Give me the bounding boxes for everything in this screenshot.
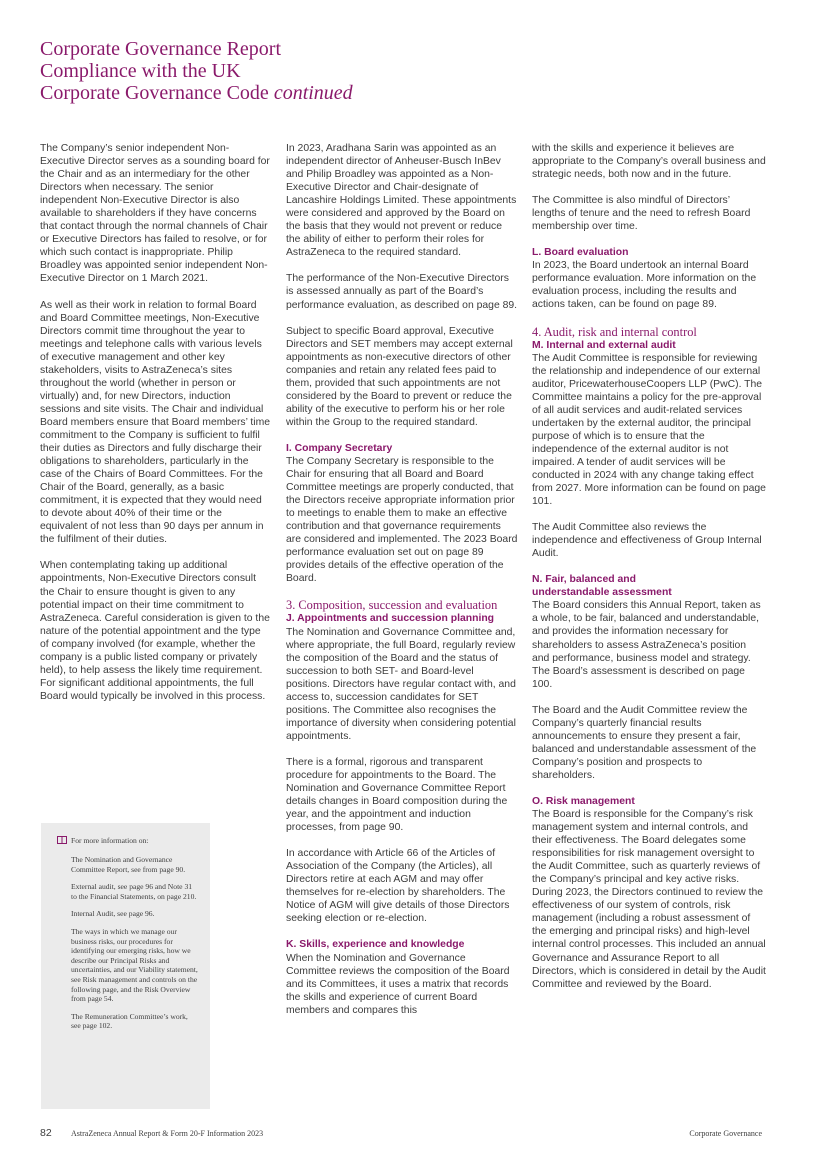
paragraph: The performance of the Non-Executive Directors is assessed annually as part of the Board’s performance evaluation, as described on page 89. (286, 273, 518, 311)
info-link[interactable]: External audit, see page 96 and Note 31 to the Financial Statements, on page 210. (71, 882, 197, 901)
title-line-1: Corporate Governance Report (40, 38, 282, 60)
paragraph: In 2023, Aradhana Sarin was appointed as an independent director of Anheuser-Busch InBev and Philip Broadley was appointed as a Non-Executive Director and Chair-designate of Lancashire Holdings Limited. These appointments were considered and approved by the Board on the basis that they would not prevent or reduce the ability of either to perform their roles for AstraZeneca to the required standard. (286, 143, 517, 259)
paragraph: As well as their work in relation to formal Board and Board Committee meetings, Non-Executive Directors commit time throughout the year to meetings and telephone calls with various levels of executive management and other key stakeholders, visits to AstraZeneca’s sites throughout the world (whether in person or virtually) and, for new Directors, induction sessions and site visits. The Chair and individual Board members ensure that Board members’ time commitment to the Company is sufficient to fulfil their duties as Directors and fully discharge their obligations to shareholders, particularly in the case of the Chairs of Board Committees. For the Chair of the Board, generally, as a basic commitment, it is expected that they would need to devote about 40% of their time or the equivalent of not less than 90 days per annum in the fulfilment of their duties. (40, 299, 271, 546)
more-information-box (41, 823, 210, 1109)
info-box-heading: For more information on: (57, 836, 148, 846)
footer-section: Corporate Governance (689, 1129, 762, 1138)
info-link[interactable]: Internal Audit, see page 96. (71, 909, 155, 919)
paragraph: The Board considers this Annual Report, taken as a whole, to be fair, balanced and understandable, and provides the information necessary for shareholders to assess AstraZeneca’s position and performance, business model and strategy. The Board’s assessment is described on page 100. (532, 600, 761, 690)
page-number: 82 (40, 1127, 52, 1139)
column-1 (40, 142, 272, 716)
paragraph: Subject to specific Board approval, Executive Directors and SET members may accept external appointments as non-executive directors of other companies and retain any related fees paid to them, provided that such appointments are not considered by the Board to prevent or reduce the ability of the executive to perform his or her role within the Group to the required standard. (286, 325, 513, 428)
subheading-appointments: J. Appointments and succession planning (286, 613, 495, 625)
paragraph: There is a formal, rigorous and transparent procedure for appointments to the Board. The Nomination and Governance Committee Report details changes in Board composition during the year, and the appointment and induction processes, from page 90. (286, 756, 508, 834)
column-3 (532, 142, 766, 991)
paragraph: The Audit Committee also reviews the independence and effectiveness of Group Internal Audit. (532, 522, 762, 560)
subheading-company-secretary: I. Company Secretary (286, 442, 393, 454)
subheading-board-evaluation: L. Board evaluation (532, 247, 629, 259)
book-icon (57, 836, 67, 844)
subheading-risk-management: O. Risk management (532, 795, 635, 807)
subheading-internal-external-audit: M. Internal and external audit (532, 339, 676, 351)
paragraph: The Committee is also mindful of Directors’ lengths of tenure and the need to refresh Board membership over time. (532, 195, 751, 233)
subheading-skills: K. Skills, experience and knowledge (286, 939, 465, 951)
info-link[interactable]: The Nomination and Governance Committee Report, see from page 90. (71, 855, 186, 874)
title-line-2: Compliance with the UK (40, 60, 241, 82)
title-line-3: Corporate Governance Code continued (40, 82, 353, 104)
info-list (71, 855, 199, 1039)
paragraph: The Board is responsible for the Company’s risk management system and internal controls, and their effectiveness. The Board delegates some responsibilities for risk management oversight to the Audit Committee, such as quarterly reviews of the Company’s principal and key active risks. During 2023, the Directors continued to review the effectiveness of our system of controls, risk management (including a robust assessment of the emerging and principal risks) and high-level internal control processes. This included an annual Governance and Assurance Report to all Directors, which is considered in detail by the Audit Committee and reviewed by the Board. (532, 809, 766, 990)
paragraph: The Company Secretary is responsible to the Chair for ensuring that all Board and Board Committee meetings are properly conducted, that the Directors receive appropriate information prior to meetings to enable them to make an effective contribution and that governance requirements are considered and implemented. The 2023 Board performance evaluation set out on page 89 provides details of the effective operation of the Board. (286, 455, 518, 585)
paragraph: When contemplating taking up additional appointments, Non-Executive Directors consult the Chair to ensure thought is given to any potential impact on their time commitment to AstraZeneca. Careful consideration is given to the nature of the potential appointment and the type of company involved (for example, whether the company is a public listed company or privately held), to help assess the likely time requirement. For significant additional appointments, the full Board would typically be involved in this process. (40, 560, 270, 702)
paragraph: with the skills and experience it believes are appropriate to the Company’s overall business and strategic needs, both now and in the future. (532, 143, 766, 181)
paragraph: The Nomination and Governance Committee and, where appropriate, the full Board, regularly review the composition of the Board and the status of succession to both SET- and Board-level positions. Directors have regular contact with, and access to, succession candidates for SET positions. The Committee also recognises the importance of diversity when considering potential appointments. (286, 626, 516, 742)
info-link[interactable]: The Remuneration Committee’s work, see page 102. (71, 1011, 188, 1031)
paragraph: When the Nomination and Governance Committee reviews the composition of the Board and its Committees, it uses a matrix that records the skills and experience of current Board members and compares this (286, 952, 510, 1016)
section-heading-audit-risk: 4. Audit, risk and internal control (532, 324, 697, 339)
footer-publication: AstraZeneca Annual Report & Form 20-F Information 2023 (71, 1129, 264, 1138)
paragraph: The Company’s senior independent Non-Executive Director serves as a sounding board for the Chair and as an intermediary for the other Directors when necessary. The senior independent Non-Executive Director is also available to shareholders if they have concerns that contact through the normal channels of Chair or Executive Directors has failed to resolve, or for which such contact is inappropriate. Philip Broadley was appointed senior independent Non-Executive Director on 1 March 2021. (40, 143, 270, 285)
page-title (40, 38, 540, 104)
info-link[interactable]: The ways in which we manage our business risks, our procedures for identifying our emerging risks, how we describe our Principal Risks and uncertainties, and our Viability statement, see Risk management and controls on the following page, and the Risk Overview from page 54. (71, 926, 198, 1004)
paragraph: The Board and the Audit Committee review the Company’s quarterly financial results announcements to ensure they present a fair, balanced and understandable assessment of the Company’s position and prospects to shareholders. (532, 704, 757, 781)
paragraph: The Audit Committee is responsible for reviewing the relationship and independence of our external auditor, PricewaterhouseCoopers LLP (PwC). The Committee maintains a policy for the pre-approval of all audit services and audit-related services undertaken by the external auditor, the principal purpose of which is to ensure that the independence of the external auditor is not impaired. A tender of audit services will be conducted in 2024 with any change taking effect from 2027. More information can be found on page 101. (532, 352, 766, 508)
subheading-fair-balanced: N. Fair, balanced and understandable assessment (532, 574, 672, 599)
title-continued: continued (273, 82, 353, 104)
paragraph: In accordance with Article 66 of the Articles of Association of the Company (the Articles), all Directors retire at each AGM and may offer themselves for re-election by shareholders. The Notice of AGM will give details of those Directors seeking election or re-election. (286, 848, 510, 925)
paragraph: In 2023, the Board undertook an internal Board performance evaluation. More information on the evaluation process, including the results and actions taken, can be found on page 89. (532, 260, 757, 311)
column-2 (286, 142, 518, 1017)
section-heading-composition: 3. Composition, succession and evaluation (286, 598, 498, 613)
